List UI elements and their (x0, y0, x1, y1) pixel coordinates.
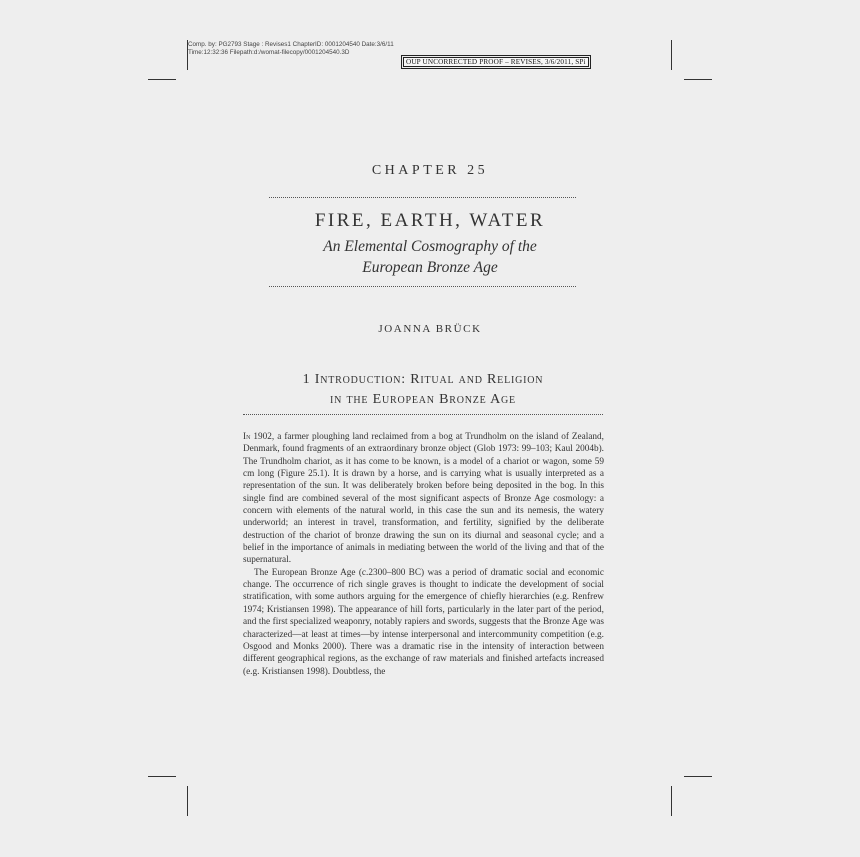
crop-mark-bottom-left-vertical (187, 786, 188, 816)
subtitle-line-2: European Bronze Age (362, 259, 498, 276)
crop-mark-top-right-vertical (671, 40, 672, 70)
paragraph-1 (243, 431, 604, 567)
divider-bottom (269, 286, 576, 287)
section-heading-line-2: in the European Bronze Age (330, 392, 516, 407)
paragraph-1-text: 1902, a farmer ploughing land reclaimed from a bog at Trundholm on the island of Zealand, Denmark, found fragments of an extraordinary bronze object (Glob 1973: 99–103; Kaul 2004b). The Trundholm chariot, as it has come to be known, is a model of a chariot or wagon, some 59 cm long (Figure 25.1). It is drawn by a horse, and is carrying what is usually interpreted as a representation of the sun. It was deliberately broken before being deposited in the bog. In this single find are combined several of the most significant aspects of Bronze Age cosmology: a concern with elements of the natural world, in this case the sun and its nemesis, the watery underworld; an interest in travel, transformation, and fertility, signified by the deliberate destruction of the chariot of bronze drawing the sun on its diurnal and seasonal cycle; and a belief in the importance of animals in mediating between the world of the living and that of the supernatural. (243, 432, 604, 566)
section-heading (243, 370, 603, 410)
section-divider (243, 414, 603, 415)
crop-mark-bottom-right-horizontal (684, 776, 712, 777)
crop-mark-top-right-horizontal (684, 79, 712, 80)
divider-top (269, 197, 576, 198)
section-heading-line-1: 1 Introduction: Ritual and Religion (302, 372, 544, 387)
paragraph-1-lead: In (243, 432, 251, 442)
proof-info-line-1: Comp. by: PG2793 Stage : Revises1 ChapterID: 0001204540 Date:3/6/11 (188, 41, 394, 48)
chapter-subtitle (250, 236, 610, 278)
paragraph-2: The European Bronze Age (c.2300–800 BC) was a period of dramatic social and economic change. The occurrence of rich single graves is thought to indicate the development of social stratification, with some authors arguing for the emergence of chiefly hierarchies (e.g. Renfrew 1974; Kristiansen 1998). The appearance of hill forts, particularly in the later part of the period, and the first specialized weaponry, notably rapiers and swords, suggests that the Bronze Age was characterized—at least at times—by intense interpersonal and intercommunity competition (e.g. Osgood and Monks 2000). There was a dramatic rise in the intensity of interaction between different geographical regions, as the exchange of raw materials and finished artefacts increased (e.g. Kristiansen 1998). Doubtless, the (243, 567, 604, 677)
chapter-title: FIRE, EARTH, WATER (314, 210, 546, 231)
proof-info-line-2: Time:12:32:36 Filepath:d:/womat-filecopy/0001204540.3D (188, 49, 350, 56)
body-text (243, 431, 604, 678)
crop-mark-top-left-horizontal (148, 79, 176, 80)
subtitle-line-1: An Elemental Cosmography of the (323, 238, 537, 255)
chapter-author: JOANNA BRÜCK (378, 323, 482, 335)
chapter-label: CHAPTER 25 (371, 163, 489, 178)
crop-mark-bottom-left-horizontal (148, 776, 176, 777)
proof-status-badge: OUP UNCORRECTED PROOF – REVISES, 3/6/2011, SPi (403, 57, 589, 67)
crop-mark-bottom-right-vertical (671, 786, 672, 816)
crop-mark-top-left-vertical (187, 40, 188, 70)
